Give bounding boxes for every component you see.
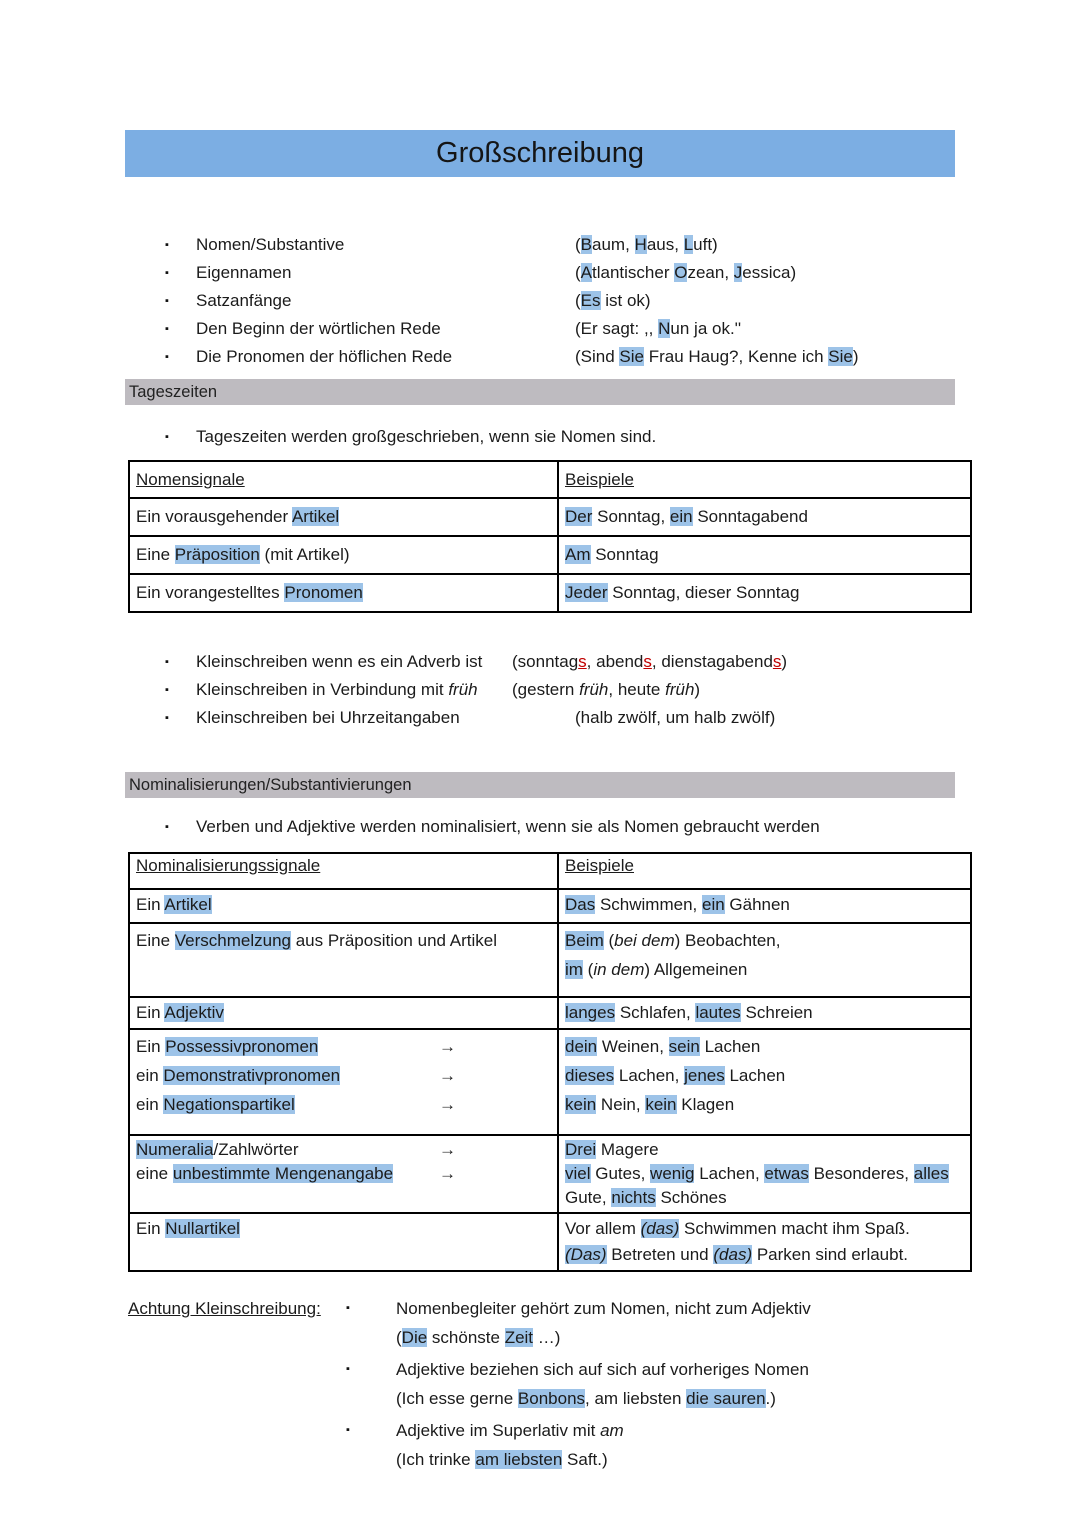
- cell-line: [565, 892, 964, 918]
- cell-line: [136, 1061, 551, 1090]
- signal-cell: Ein vorangestelltes Pronomen: [129, 574, 558, 612]
- cell-line: [136, 1090, 551, 1119]
- cell-text: Ein Artikel: [136, 895, 212, 914]
- nomensignale-table: [128, 460, 972, 613]
- highlighted-text: Zeit: [504, 1328, 534, 1347]
- cell-line: [565, 1138, 964, 1162]
- bullet-icon: ▪: [165, 267, 169, 279]
- highlighted-text: unbestimmte Mengenangabe: [172, 1164, 394, 1183]
- nominalisierungen-rule: [165, 813, 820, 841]
- italic-text: früh: [665, 680, 695, 699]
- highlighted-text: Sie: [619, 347, 644, 366]
- highlighted-text: Artikel: [291, 507, 340, 526]
- achtung-item-rule: [346, 1355, 975, 1384]
- rule-example: (Atlantischer Ozean, Jessica): [575, 263, 797, 282]
- bullet-icon: ▪: [165, 323, 169, 335]
- highlighted-text: sein: [668, 1037, 700, 1056]
- section-banner-tageszeiten: Tageszeiten: [125, 379, 955, 405]
- cell-text: Gute, nichts Schönes: [565, 1188, 727, 1207]
- example-cell: [558, 1029, 971, 1135]
- table-row: [129, 498, 971, 536]
- cell-text: Drei Magere: [565, 1140, 659, 1159]
- rule-example: (halb zwölf, um halb zwölf): [575, 708, 776, 727]
- highlighted-text: Die: [401, 1328, 428, 1347]
- highlighted-text: (Das): [565, 1245, 607, 1264]
- cell-line: [565, 1186, 964, 1210]
- highlighted-text: Negationspartikel: [163, 1095, 295, 1114]
- cell-line: [565, 1162, 964, 1186]
- highlighted-text: wenig: [650, 1164, 695, 1183]
- arrow-icon: →: [439, 1066, 456, 1085]
- cell-line: [136, 892, 551, 918]
- highlighted-text: Verschmelzung: [174, 931, 291, 950]
- nominalisierungssignale-table: [128, 852, 972, 1272]
- cell-line: [565, 1061, 964, 1090]
- table-row: [129, 923, 971, 997]
- highlighted-text: Es: [580, 291, 601, 310]
- cell-text: Das Schwimmen, ein Gähnen: [565, 895, 790, 914]
- highlighted-text: (das): [713, 1245, 753, 1264]
- table-row: [129, 997, 971, 1029]
- highlighted-text: Drei: [565, 1140, 597, 1159]
- cell-line: [136, 1216, 551, 1242]
- highlighted-text: dieses: [565, 1066, 615, 1085]
- cell-text: dieses Lachen, jenes Lachen: [565, 1066, 786, 1085]
- bullet-icon: ▪: [346, 1302, 350, 1314]
- achtung-item: [346, 1355, 975, 1413]
- red-letter: s: [643, 652, 652, 671]
- achtung-item-example: (Ich trinke am liebsten Saft.): [396, 1450, 608, 1469]
- highlighted-text: Numeralia: [136, 1140, 214, 1159]
- achtung-item-example: (Die schönste Zeit …): [396, 1328, 561, 1347]
- rule-example: (Baum, Haus, Luft): [575, 235, 718, 254]
- intro-rules-list: [165, 231, 975, 371]
- rule-example: (Sind Sie Frau Haug?, Kenne ich Sie): [575, 347, 859, 366]
- cell-line: [565, 1242, 964, 1268]
- highlighted-text: Possessivpronomen: [165, 1037, 319, 1056]
- cell-text: ein Negationspartikel: [136, 1095, 295, 1114]
- rule-example: (Er sagt: ,, Nun ja ok.'': [575, 319, 742, 338]
- bullet-icon: ▪: [165, 821, 169, 833]
- example-cell: [558, 997, 971, 1029]
- achtung-item: [346, 1416, 975, 1474]
- signal-cell: [129, 997, 558, 1029]
- bullet-icon: ▪: [165, 656, 169, 668]
- cell-text: viel Gutes, wenig Lachen, etwas Besonderes, alles: [565, 1164, 949, 1183]
- bullet-icon: ▪: [165, 431, 169, 443]
- cell-line: [565, 926, 964, 955]
- arrow-icon: →: [439, 1037, 456, 1056]
- italic-text: früh: [448, 680, 478, 699]
- arrow-icon: →: [439, 1164, 456, 1183]
- column-header-nomensignale: Nomensignale: [129, 461, 558, 498]
- cell-line: [565, 1090, 964, 1119]
- rule-example: (Es ist ok): [575, 291, 651, 310]
- achtung-rule-text: Adjektive im Superlativ mit am: [396, 1421, 624, 1440]
- cell-text: Numeralia/Zahlwörter: [136, 1140, 299, 1159]
- nominalisierungen-rule-text: Verben und Adjektive werden nominalisiert, wenn sie als Nomen gebraucht werden: [196, 817, 820, 836]
- intro-rule-row: [165, 259, 975, 287]
- achtung-label: Achtung Kleinschreibung:: [128, 1299, 321, 1318]
- highlighted-text: jenes: [684, 1066, 725, 1085]
- cell-line: [565, 1000, 964, 1026]
- highlighted-text: langes: [565, 1003, 616, 1022]
- rule-label: Kleinschreiben wenn es ein Adverb ist: [196, 652, 483, 671]
- highlighted-text: die sauren: [686, 1389, 766, 1408]
- kleinschreiben-rule-row: [165, 704, 975, 732]
- signal-cell: [129, 1135, 558, 1213]
- rule-example: (sonntags, abends, dienstagabends): [512, 652, 788, 671]
- highlighted-text: kein: [565, 1095, 597, 1114]
- cell-text: eine unbestimmte Mengenangabe: [136, 1164, 394, 1183]
- cell-text: Eine Verschmelzung aus Präposition und Artikel: [136, 931, 497, 950]
- table-header-row: [129, 461, 971, 498]
- highlighted-text: N: [658, 319, 671, 338]
- highlighted-text: J: [733, 263, 743, 282]
- highlighted-text: O: [674, 263, 688, 282]
- rule-label: Satzanfänge: [196, 291, 292, 310]
- achtung-rule-text: Nomenbegleiter gehört zum Nomen, nicht zum Adjektiv: [396, 1299, 811, 1318]
- table-header-row: [129, 853, 971, 889]
- kleinschreiben-rule-row: [165, 676, 975, 704]
- signal-cell: Eine Präposition (mit Artikel): [129, 536, 558, 574]
- example-cell: [558, 1135, 971, 1213]
- signal-cell: [129, 1029, 558, 1135]
- italic-text: bei dem: [614, 931, 675, 950]
- table-row: [129, 574, 971, 612]
- highlighted-text: Beim: [565, 931, 604, 950]
- example-cell: [558, 923, 971, 997]
- bullet-icon: ▪: [165, 712, 169, 724]
- achtung-rule-text: Adjektive beziehen sich auf sich auf vorheriges Nomen: [396, 1360, 809, 1379]
- cell-line: [136, 926, 551, 955]
- italic-text: in dem: [593, 960, 645, 979]
- table-row: [129, 536, 971, 574]
- column-header-nominalisierungssignale: Nominalisierungssignale: [129, 853, 558, 889]
- tageszeiten-rule: [165, 423, 656, 451]
- rule-label: Den Beginn der wörtlichen Rede: [196, 319, 441, 338]
- highlighted-text: dein: [565, 1037, 598, 1056]
- highlighted-text: nichts: [611, 1188, 656, 1207]
- cell-text: ein Demonstrativpronomen: [136, 1066, 341, 1085]
- rule-label: Nomen/Substantive: [196, 235, 345, 254]
- highlighted-text: Präposition: [174, 545, 260, 564]
- highlighted-text: L: [683, 235, 694, 254]
- example-cell: [558, 889, 971, 923]
- signal-cell: [129, 923, 558, 997]
- italic-text: früh: [579, 680, 609, 699]
- intro-rule-row: [165, 231, 975, 259]
- page-title: Großschreibung: [125, 130, 955, 177]
- rule-example: (gestern früh, heute früh): [512, 680, 701, 699]
- cell-text: Vor allem (das) Schwimmen macht ihm Spaß.: [565, 1219, 910, 1238]
- example-cell: Am Sonntag: [558, 536, 971, 574]
- highlighted-text: Das: [565, 895, 596, 914]
- table-row: [129, 1135, 971, 1213]
- section-banner-nominalisierungen: Nominalisierungen/Substantivierungen: [125, 772, 955, 798]
- signal-cell: [129, 1213, 558, 1271]
- red-letter: s: [772, 652, 782, 671]
- intro-rule-row: [165, 315, 975, 343]
- example-cell: [558, 1213, 971, 1271]
- highlighted-text: lautes: [695, 1003, 741, 1022]
- highlighted-text: Adjektiv: [164, 1003, 224, 1022]
- rule-label: Kleinschreiben bei Uhrzeitangaben: [196, 708, 460, 727]
- bullet-icon: ▪: [165, 684, 169, 696]
- arrow-icon: →: [439, 1095, 456, 1114]
- highlighted-text: alles: [913, 1164, 949, 1183]
- highlighted-text: Jeder: [565, 583, 608, 602]
- highlighted-text: etwas: [764, 1164, 809, 1183]
- cell-line: [565, 1216, 964, 1242]
- cell-line: [565, 1032, 964, 1061]
- achtung-section: [128, 1294, 975, 1477]
- bullet-icon: ▪: [165, 295, 169, 307]
- tageszeiten-rule-text: Tageszeiten werden großgeschrieben, wenn sie Nomen sind.: [196, 427, 657, 446]
- highlighted-text: Demonstrativpronomen: [163, 1066, 341, 1085]
- column-header-beispiele: Beispiele: [558, 853, 971, 889]
- highlighted-text: Sie: [828, 347, 853, 366]
- arrow-icon: →: [439, 1140, 456, 1159]
- rule-label: Die Pronomen der höflichen Rede: [196, 347, 453, 366]
- cell-text: kein Nein, kein Klagen: [565, 1095, 735, 1114]
- cell-line: [136, 1032, 551, 1061]
- achtung-item-rule: [346, 1294, 975, 1323]
- signal-cell: Ein vorausgehender Artikel: [129, 498, 558, 536]
- highlighted-text: H: [634, 235, 647, 254]
- cell-line: [136, 1138, 551, 1162]
- cell-line: [136, 1162, 551, 1186]
- rule-label: Eigennamen: [196, 263, 292, 282]
- cell-text: Ein Adjektiv: [136, 1003, 224, 1022]
- highlighted-text: Am: [565, 545, 591, 564]
- highlighted-text: ein: [701, 895, 725, 914]
- bullet-icon: ▪: [346, 1363, 350, 1375]
- column-header-beispiele: Beispiele: [558, 461, 971, 498]
- highlighted-text: B: [580, 235, 593, 254]
- highlighted-text: Der: [565, 507, 593, 526]
- cell-line: [136, 1000, 551, 1026]
- highlighted-text: im: [565, 960, 583, 979]
- cell-text: im (in dem) Allgemeinen: [565, 960, 748, 979]
- bullet-icon: ▪: [165, 351, 169, 363]
- kleinschreiben-list: [165, 648, 975, 732]
- highlighted-text: Artikel: [164, 895, 212, 914]
- highlighted-text: Pronomen: [284, 583, 363, 602]
- cell-text: (Das) Betreten und (das) Parken sind erlaubt.: [565, 1245, 909, 1264]
- achtung-item-rule: [346, 1416, 975, 1445]
- table-row: [129, 1213, 971, 1271]
- highlighted-text: am liebsten: [475, 1450, 563, 1469]
- intro-rule-row: [165, 343, 975, 371]
- highlighted-text: (das): [640, 1219, 680, 1238]
- rule-label: Kleinschreiben in Verbindung mit früh: [196, 680, 478, 699]
- cell-text: Beim (bei dem) Beobachten,: [565, 931, 781, 950]
- achtung-item-example: (Ich esse gerne Bonbons, am liebsten die sauren.): [396, 1389, 776, 1408]
- cell-text: Ein Possessivpronomen: [136, 1037, 319, 1056]
- red-letter: s: [578, 652, 587, 671]
- highlighted-text: A: [580, 263, 593, 282]
- bullet-icon: ▪: [346, 1424, 350, 1436]
- example-cell: Der Sonntag, ein Sonntagabend: [558, 498, 971, 536]
- cell-text: dein Weinen, sein Lachen: [565, 1037, 761, 1056]
- cell-text: Ein Nullartikel: [136, 1219, 240, 1238]
- highlighted-text: kein: [645, 1095, 677, 1114]
- highlighted-text: ein: [669, 507, 693, 526]
- example-cell: Jeder Sonntag, dieser Sonntag: [558, 574, 971, 612]
- table-row: [129, 1029, 971, 1135]
- kleinschreiben-rule-row: [165, 648, 975, 676]
- cell-line: [565, 955, 964, 984]
- table-row: [129, 889, 971, 923]
- signal-cell: [129, 889, 558, 923]
- highlighted-text: viel: [565, 1164, 591, 1183]
- highlighted-text: Nullartikel: [165, 1219, 240, 1238]
- intro-rule-row: [165, 287, 975, 315]
- highlighted-text: Bonbons: [517, 1389, 586, 1408]
- achtung-item: [346, 1294, 975, 1352]
- bullet-icon: ▪: [165, 239, 169, 251]
- cell-text: langes Schlafen, lautes Schreien: [565, 1003, 813, 1022]
- achtung-items: [346, 1294, 975, 1477]
- italic-text: am: [600, 1421, 624, 1440]
